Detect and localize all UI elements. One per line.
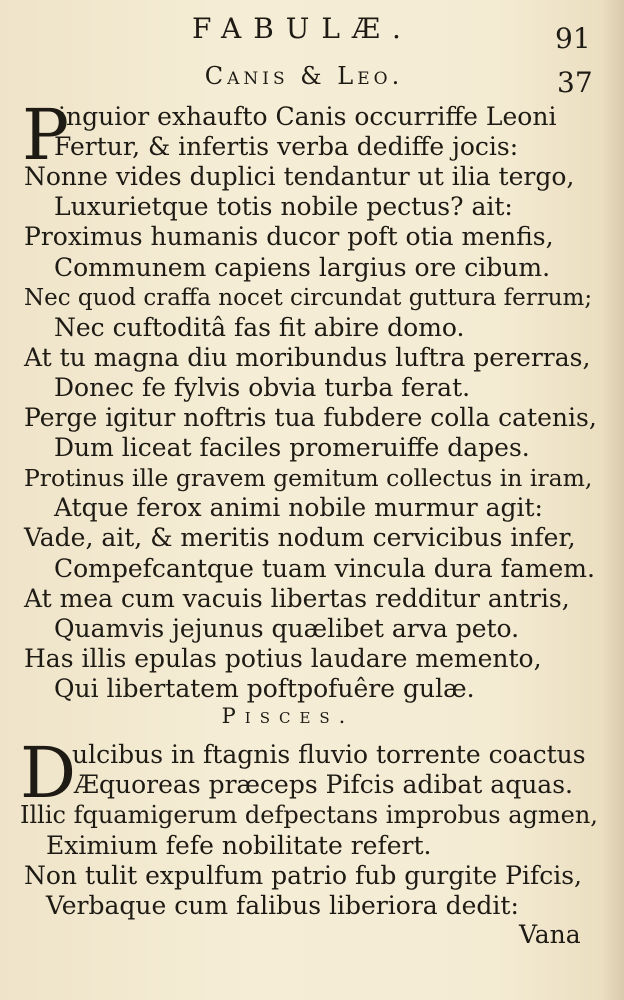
- verse-line: Has illis epulas potius laudare memento,: [24, 643, 542, 673]
- fable-title-canis-leo: Canis & Leo.: [204, 62, 404, 90]
- verse-line: Nonne vides duplici tendantur ut ilia tergo,: [24, 162, 575, 192]
- verse-line: Perge igitur noftris tua fubdere colla catenis,: [24, 403, 597, 432]
- verse-line: Eximium fefe nobilitate refert.: [46, 830, 432, 860]
- verse-line: At mea cum vacuis libertas redditur antris,: [24, 583, 570, 613]
- verse-line: Compefcantque tuam vincula dura famem.: [54, 553, 595, 583]
- verse-line: Fertur, & infertis verba dediffe jocis:: [54, 132, 519, 162]
- verse-line: Luxurietque totis nobile pectus? ait:: [54, 192, 513, 222]
- page-edge-shadow: [602, 0, 624, 1000]
- page-number: 91: [555, 22, 591, 55]
- fable-number: 37: [557, 66, 593, 99]
- verse-line: Æquoreas præceps Pifcis adibat aquas.: [74, 770, 573, 800]
- verse-line: Dum liceat faciles promeruiffe dapes.: [54, 433, 530, 463]
- verse-line: Donec fe fylvis obvia turba ferat.: [54, 372, 471, 402]
- verse-line: Illic fquamigerum defpectans improbus agmen,: [20, 801, 598, 830]
- verse-line: Atque ferox animi nobile murmur agit:: [54, 493, 543, 523]
- verse-line: Non tulit expulfum patrio fub gurgite Pifcis,: [24, 860, 582, 890]
- verse-line: Nec quod craffa nocet circundat guttura ferrum;: [24, 284, 593, 311]
- verse-line: inguior exhaufto Canis occurriffe Leoni: [58, 102, 557, 131]
- verse-line: Communem capiens largius ore cibum.: [54, 252, 551, 282]
- verse-line: ulcibus in ftagnis fluvio torrente coactus: [72, 740, 586, 769]
- catchword: Vana: [519, 920, 581, 949]
- verse-line: Protinus ille gravem gemitum collectus in iram,: [24, 464, 593, 493]
- verse-line: Qui libertatem poftpofuêre gulæ.: [54, 673, 475, 703]
- verse-line: Proximus humanis ducor poft otia menfis,: [24, 222, 554, 252]
- verse-line: Verbaque cum falibus liberiora dedit:: [46, 891, 519, 920]
- verse-line: Nec cuftoditâ fas fit abire domo.: [54, 312, 465, 342]
- verse-line: At tu magna diu moribundus luftra pererras,: [24, 342, 591, 372]
- verse-line: Quamvis jejunus quælibet arva peto.: [54, 613, 520, 643]
- running-head: [0, 10, 624, 55]
- fable-title-pisces: Pisces.: [221, 704, 355, 728]
- verse-line: Vade, ait, & meritis nodum cervicibus infer,: [24, 523, 576, 553]
- drop-cap-p: P: [22, 94, 70, 176]
- running-title: FABULÆ.: [192, 12, 413, 45]
- drop-cap-d: D: [20, 732, 77, 814]
